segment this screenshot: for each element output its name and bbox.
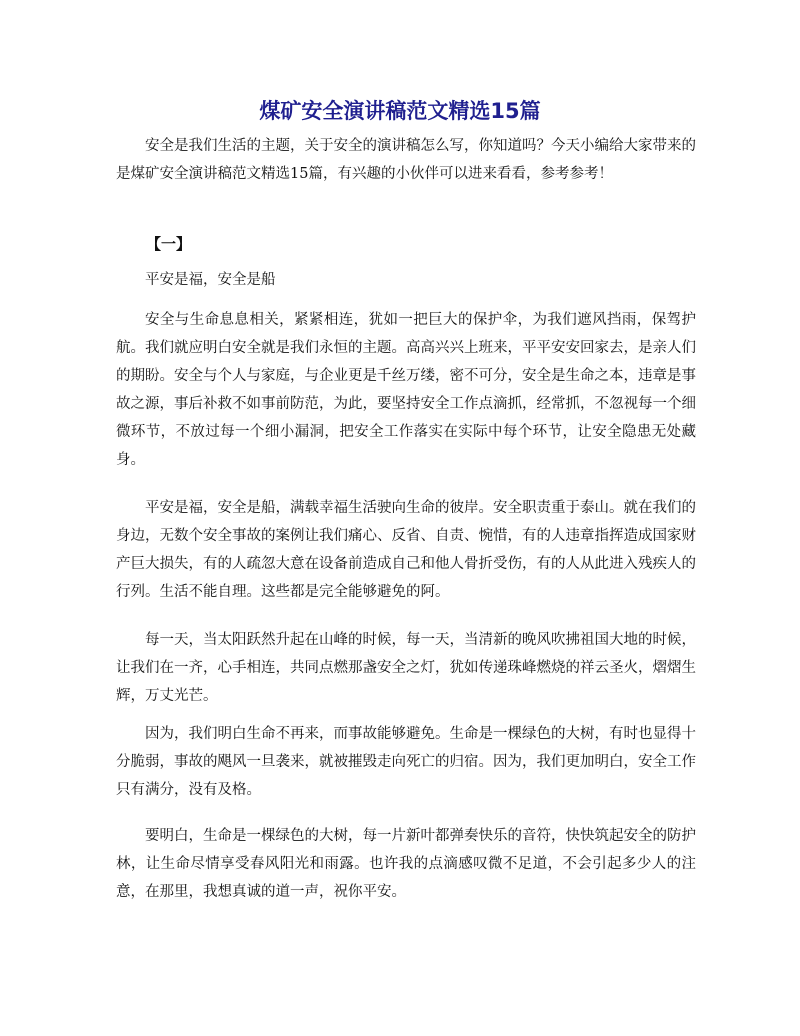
page-title: 煤矿安全演讲稿范文精选15篇: [259, 99, 541, 123]
intro-paragraph: 安全是我们生活的主题，关于安全的演讲稿怎么写，你知道吗？今天小编给大家带来的是煤矿安全演讲稿范文精选15篇，有兴趣的小伙伴可以进来看看，参考参考！: [116, 138, 696, 182]
paragraph: 因为，我们明白生命不再来，而事故能够避免。生命是一棵绿色的大树，有时也显得十分脆弱，事故的飓风一旦袭来，就被摧毁走向死亡的归宿。因为，我们更加明白，安全工作只有满分，没有及格。: [116, 726, 696, 798]
paragraph-subtitle: 平安是福，安全是船: [145, 272, 276, 288]
paragraph: 要明白，生命是一棵绿色的大树，每一片新叶都弹奏快乐的音符，快快筑起安全的防护林，让生命尽情享受春风阳光和雨露。也许我的点滴感叹微不足道，不会引起多少人的注意，在那里，我想真诚的道一声，祝你平安。: [116, 828, 696, 900]
paragraph: 平安是福，安全是船，满载幸福生活驶向生命的彼岸。安全职责重于泰山。就在我们的身边，无数个安全事故的案例让我们痛心、反省、自责、惋惜，有的人违章指挥造成国家财产巨大损失，有的人疏忽大意在设备前造成自己和他人骨折受伤，有的人从此进入残疾人的行列。生活不能自理。这些都是完全能够避免的阿。: [116, 500, 696, 600]
paragraph: 每一天，当太阳跃然升起在山峰的时候，每一天，当清新的晚风吹拂祖国大地的时候，让我们在一齐，心手相连，共同点燃那盏安全之灯，犹如传递珠峰燃烧的祥云圣火，熠熠生辉，万丈光芒。: [116, 632, 696, 704]
section-heading: 【一】: [146, 235, 192, 253]
paragraph: 安全与生命息息相关，紧紧相连，犹如一把巨大的保护伞，为我们遮风挡雨，保驾护航。我们就应明白安全就是我们永恒的主题。高高兴兴上班来，平平安安回家去，是亲人们的期盼。安全与个人与家庭，与企业更是千丝万缕，密不可分，安全是生命之本，违章是事故之源，事后补救不如事前防范，为此，要坚持安全工作点滴抓，经常抓，不忽视每一个细微环节，不放过每一个细小漏洞，把安全工作落实在实际中每个环节，让安全隐患无处藏身。: [116, 312, 696, 468]
